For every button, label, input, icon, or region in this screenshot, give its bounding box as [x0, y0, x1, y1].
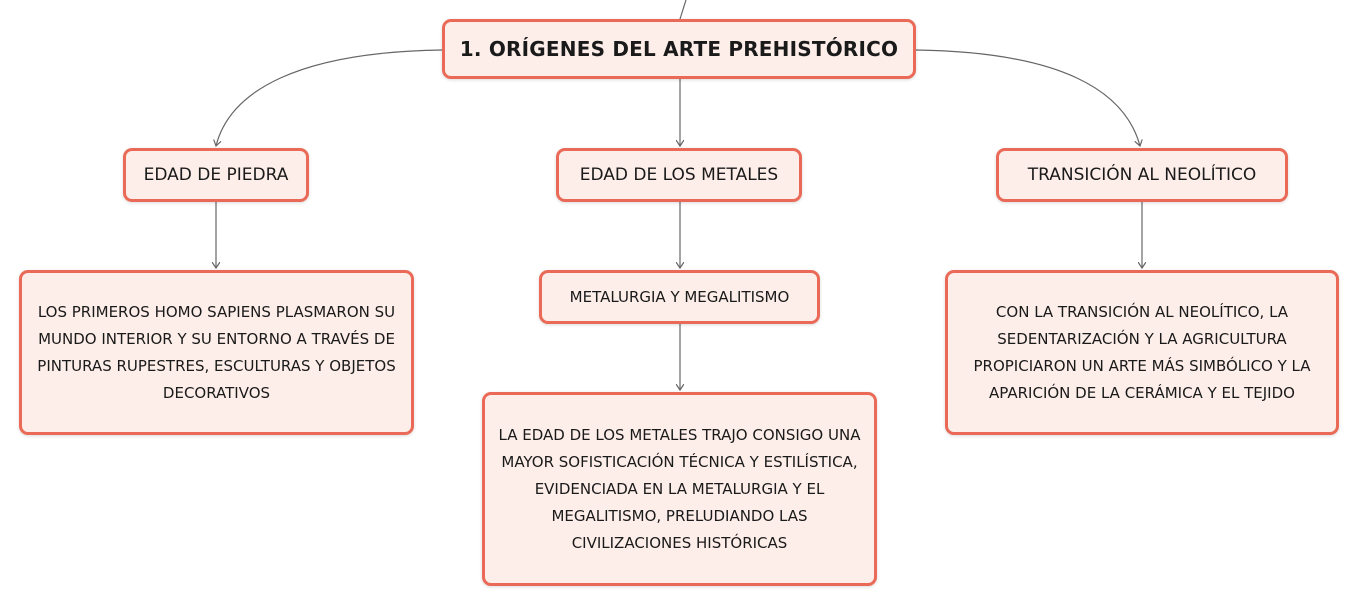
connector-incoming: [680, 0, 686, 19]
description-transicion-al-neolitico[interactable]: [945, 270, 1339, 435]
topic-label: EDAD DE PIEDRA: [143, 165, 289, 185]
topic-edad-de-los-metales[interactable]: [556, 148, 802, 202]
topic-label: EDAD DE LOS METALES: [579, 165, 779, 185]
topic-label: TRANSICIÓN AL NEOLÍTICO: [1027, 165, 1257, 185]
topic-edad-de-piedra[interactable]: [123, 148, 309, 202]
description-edad-de-piedra[interactable]: [19, 270, 414, 435]
description-text: LOS PRIMEROS HOMO SAPIENS PLASMARON SU MUNDO INTERIOR Y SU ENTORNO A TRAVÉS DE PINTURAS RUPESTRES, ESCULTURAS Y OBJETOS DECORATIVOS: [37, 302, 396, 402]
root-topic-label: 1. ORÍGENES DEL ARTE PREHISTÓRICO: [459, 37, 899, 61]
description-text: CON LA TRANSICIÓN AL NEOLÍTICO, LA SEDENTARIZACIÓN Y LA AGRICULTURA PROPICIARON UN ARTE MÁS SIMBÓLICO Y LA APARICIÓN DE LA CERÁMICA Y EL TEJIDO: [973, 302, 1311, 402]
connector-root-to-transicion-al-neolitico: [916, 50, 1140, 146]
description-edad-de-los-metales[interactable]: [482, 392, 877, 586]
root-topic[interactable]: [442, 19, 916, 79]
subtopic-label: METALURGIA Y MEGALITISMO: [569, 288, 790, 306]
topic-transicion-al-neolitico[interactable]: [996, 148, 1288, 202]
connector-root-to-edad-de-piedra: [216, 50, 442, 146]
subtopic-metalurgia-y-megalitismo[interactable]: [539, 270, 820, 324]
description-text: LA EDAD DE LOS METALES TRAJO CONSIGO UNA MAYOR SOFISTICACIÓN TÉCNICA Y ESTILÍSTICA, EVIDENCIADA EN LA METALURGIA Y EL MEGALITISMO, PRELUDIANDO LAS CIVILIZACIONES HISTÓRICAS: [498, 425, 861, 552]
